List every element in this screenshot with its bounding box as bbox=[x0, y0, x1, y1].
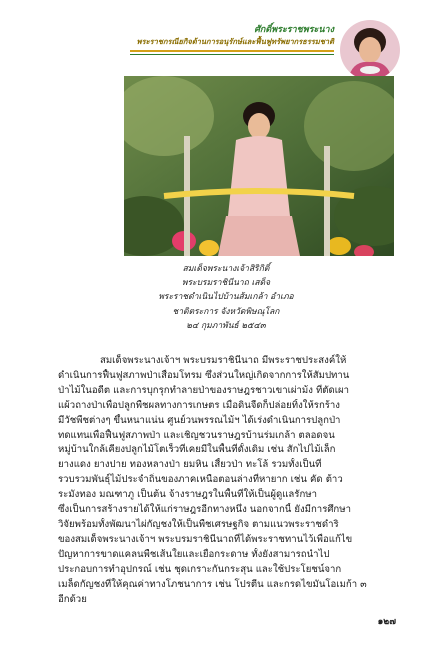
header-title: ศักดิ์พระราชพระนาง bbox=[254, 25, 334, 35]
page-header bbox=[120, 20, 400, 64]
caption-line: ๒๔ กุมภาพันธ์ ๒๕๔๓ bbox=[186, 320, 266, 331]
body-line: เมล็ดกัญชงที่ให้คุณค่าทางโภชนาการ เช่น โปรตีน และกรดไขมันโอเมก้า ๓ bbox=[58, 578, 367, 590]
body-line: วิจัยพร้อมทั้งพัฒนาไผ่กัญชงให้เป็นพืชเศรษฐกิจ ตามแนวพระราชดำริ bbox=[58, 518, 339, 530]
body-line: ของสมเด็จพระนางเจ้าฯ พระบรมราชินีนาถที่ได้พระราชทานไว้เพื่อแก้ไข bbox=[58, 533, 353, 545]
body-paragraph bbox=[58, 354, 398, 607]
body-line: ประกอบการทำอุปกรณ์ เช่น ชุดเกราะกันกระสุน และใช้ประโยชน์จาก bbox=[58, 563, 342, 575]
body-line: หมู่บ้านใกล้เคียงปลูกไม้โตเร็วที่เคยมีในพื้นที่ดั้งเดิม เช่น สักไปไม้เล็ก bbox=[58, 444, 336, 456]
header-subtitle: พระราชกรณียกิจด้านการอนุรักษ์และฟื้นฟูทรัพยากรธรรมชาติ bbox=[136, 37, 334, 46]
body-line: ยางแดง ยางปาย ทองหลางป่า ยมหิน เสี้ยวป่า ทะโล้ รวมทั้งเป็นที่ bbox=[58, 459, 322, 471]
header-rule-gold bbox=[130, 50, 334, 52]
body-line: ปัญหาการขาดแคลนพืชเส้นใยและเยื่อกระดาษ ทั้งยังสามารถนำไป bbox=[58, 548, 330, 560]
caption-line: สมเด็จพระนางเจ้าสิริกิติ์ bbox=[182, 264, 270, 274]
body-line: ป่าไม้ในอดีต และการบุกรุกทำลายป่าของราษฎรชาวเขาเผ่าม้ง ที่ตัดเผา bbox=[58, 384, 350, 396]
header-rule-green bbox=[130, 54, 334, 55]
body-line: ทดแทนเพื่อฟื้นฟูสภาพป่า และเชิญชวนราษฎรบ้านร่มเกล้า ตลอดจน bbox=[58, 429, 335, 441]
body-line: ดำเนินการฟื้นฟูสภาพป่าเสื่อมโทรม ซึ่งส่วนใหญ่เกิดจากการให้สัมปทาน bbox=[58, 369, 350, 381]
photo-caption bbox=[146, 262, 306, 333]
caption-line: พระราชดำเนินไปบ้านส้มเกล้า อำเภอ bbox=[158, 292, 294, 303]
caption-line: พระบรมราชินีนาถ เสด็จ bbox=[181, 278, 271, 289]
body-line: สมเด็จพระนางเจ้าฯ พระบรมราชินีนาถ มีพระราชประสงค์ให้ bbox=[100, 355, 347, 366]
body-line: ซึ่งเป็นการสร้างรายได้ให้แก่ราษฎรอีกทางหนึ่ง นอกจากนี้ ยังมีการศึกษา bbox=[58, 504, 351, 516]
header-portrait-image bbox=[340, 20, 400, 80]
body-line: แผ้วถางป่าเพื่อปลูกพืชผลทางการเกษตร เมื่อดินจืดก็ปล่อยทิ้งให้รกร้าง bbox=[58, 399, 340, 411]
body-line: อีกด้วย bbox=[58, 593, 87, 605]
main-photo bbox=[124, 76, 394, 256]
body-line: รวบรวมพันธุ์ไม้ประจำถิ่นของภาคเหนือตอนล่างที่หายาก เช่น คัด ต้าว bbox=[58, 474, 343, 486]
body-line: มีวัชพืชต่างๆ ขึ้นหนาแน่น ศูนย์วนพรรณไม้ฯ ได้เร่งดำเนินการปลูกป่า bbox=[58, 414, 341, 426]
body-line: ระมังทอง มณฑาภู เป็นต้น จ้างราษฎรในพื้นที่ให้เป็นผู้ดูแลรักษา bbox=[58, 489, 317, 501]
caption-line: ชาติตระการ จังหวัดพิษณุโลก bbox=[172, 306, 280, 317]
page-number: ๑๒๗ bbox=[377, 617, 396, 627]
